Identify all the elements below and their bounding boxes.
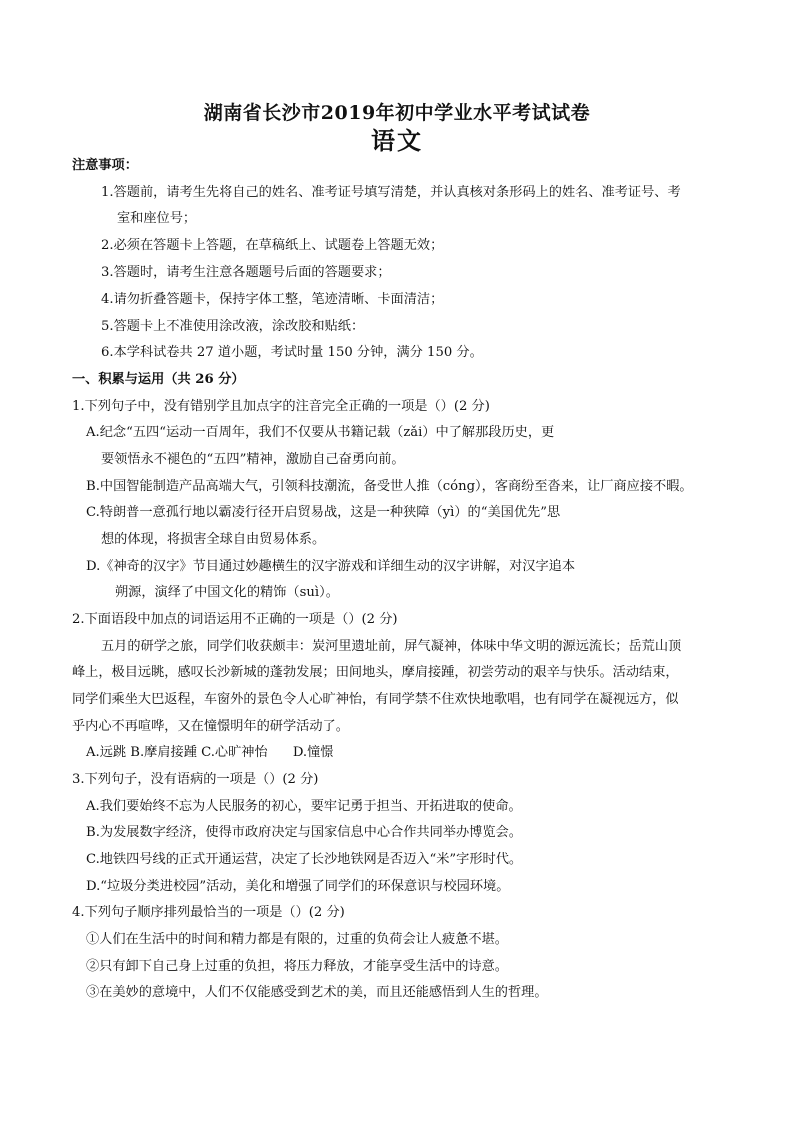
option-c-continued: 想的体现，将损害全球自由贸易体系。 (101, 532, 326, 547)
option-d: D.《神奇的汉字》节目通过妙趣横生的汉字游戏和详细生动的汉字讲解，对汉字追本 (86, 559, 576, 574)
notice-item: 2.必须在答题卡上答题，在草稿纸上、试题卷上答题无效； (101, 238, 444, 253)
passage-line: 同学们乘坐大巴返程，车窗外的景色令人心旷神怡，有同学禁不住欢快地歌唱，也有同学在凝视远方，似 (72, 692, 679, 707)
option-a: A.我们要始终不忘为人民服务的初心，要牢记勇于担当、开拓进取的使命。 (86, 799, 522, 814)
passage-line: 乎内心不再喧哗，又在憧憬明年的研学活动了。 (72, 719, 349, 734)
passage-line: 峰上，极目远眺，感叹长沙新城的蓬勃发展；田间地头，摩肩接踵，初尝劳动的艰辛与快乐。活动结束， (72, 665, 679, 680)
subject-title: 语文 (371, 126, 423, 155)
notice-item: 4.请勿折叠答题卡，保持字体工整，笔迹清晰、卡面清洁； (101, 292, 444, 307)
options-line: A.远跳 B.摩肩接踵 C.心旷神怡 D.憧憬 (86, 745, 334, 760)
sentence-1: ①人们在生活中的时间和精力都是有限的，过重的负荷会让人疲惫不堪。 (86, 932, 508, 947)
sentence-3: ③在美妙的意境中，人们不仅能感受到艺术的美，而且还能感悟到人生的哲理。 (86, 985, 548, 1000)
notice-item: 3.答题时，请考生注意各题题号后面的答题要求； (101, 265, 391, 280)
notice-item: 5.答题卡上不准使用涂改液，涂改胶和贴纸： (101, 319, 365, 334)
question-stem: 1.下列句子中，没有错别学且加点字的注音完全正确的一项是（）(2 分) (72, 399, 490, 414)
option-b: B.中国智能制造产品高端大气，引领科技潮流，备受世人推（cóng），客商纷至沓来，让厂商应接不暇。 (86, 479, 693, 494)
option-d-continued: 朔源，演绎了中国文化的精饰（suì）。 (115, 585, 339, 600)
notice-item: 室和座位号； (117, 211, 197, 226)
option-c: C.地铁四号线的正式开通运营，决定了长沙地铁网是否迈入“米”字形时代。 (86, 852, 523, 867)
section-heading: 一、积累与运用（共 26 分） (72, 372, 245, 387)
question-stem: 2.下面语段中加点的词语运用不正确的一项是（）(2 分) (72, 612, 398, 627)
exam-title: 湖南省长沙市2019年初中学业水平考试试卷 (203, 102, 591, 124)
question-stem: 3.下列句子，没有语病的一项是（）(2 分) (72, 772, 319, 787)
notice-item: 6.本学科试卷共 27 道小题，考试时量 150 分钟，满分 150 分。 (101, 345, 483, 360)
option-d: D.“垃圾分类进校园”活动，美化和增强了同学们的环保意识与校园环境。 (86, 879, 510, 894)
option-a-continued: 要领悟永不褪色的“五四”精神，激励自己奋勇向前。 (101, 452, 405, 467)
sentence-2: ②只有卸下自己身上过重的负担，将压力释放，才能享受生活中的诗意。 (86, 959, 508, 974)
notice-item: 1.答题前，请考生先将自己的姓名、准考证号填写清楚，并认真核对条形码上的姓名、准考证号、考 (101, 185, 681, 200)
option-c: C.特朗普一意孤行地以霸凌行径开启贸易战，这是一种狭障（yì）的“美国优先”思 (86, 505, 561, 520)
notice-heading: 注意事项： (72, 158, 138, 173)
option-a: A.纪念“五四“运动一百周年，我们不仅要从书籍记载（zǎi）中了解那段历史，更 (86, 425, 555, 440)
question-stem: 4.下列句子顺序排列最恰当的一项是（）(2 分) (72, 905, 345, 920)
option-b: B.为发展数字经济，使得市政府决定与国家信息中心合作共同举办博览会。 (86, 825, 522, 840)
passage-line: 五月的研学之旅，同学们收获颇丰：炭河里遗址前，屏气凝神，体味中华文明的源远流长；岳荒山顶 (101, 639, 682, 654)
